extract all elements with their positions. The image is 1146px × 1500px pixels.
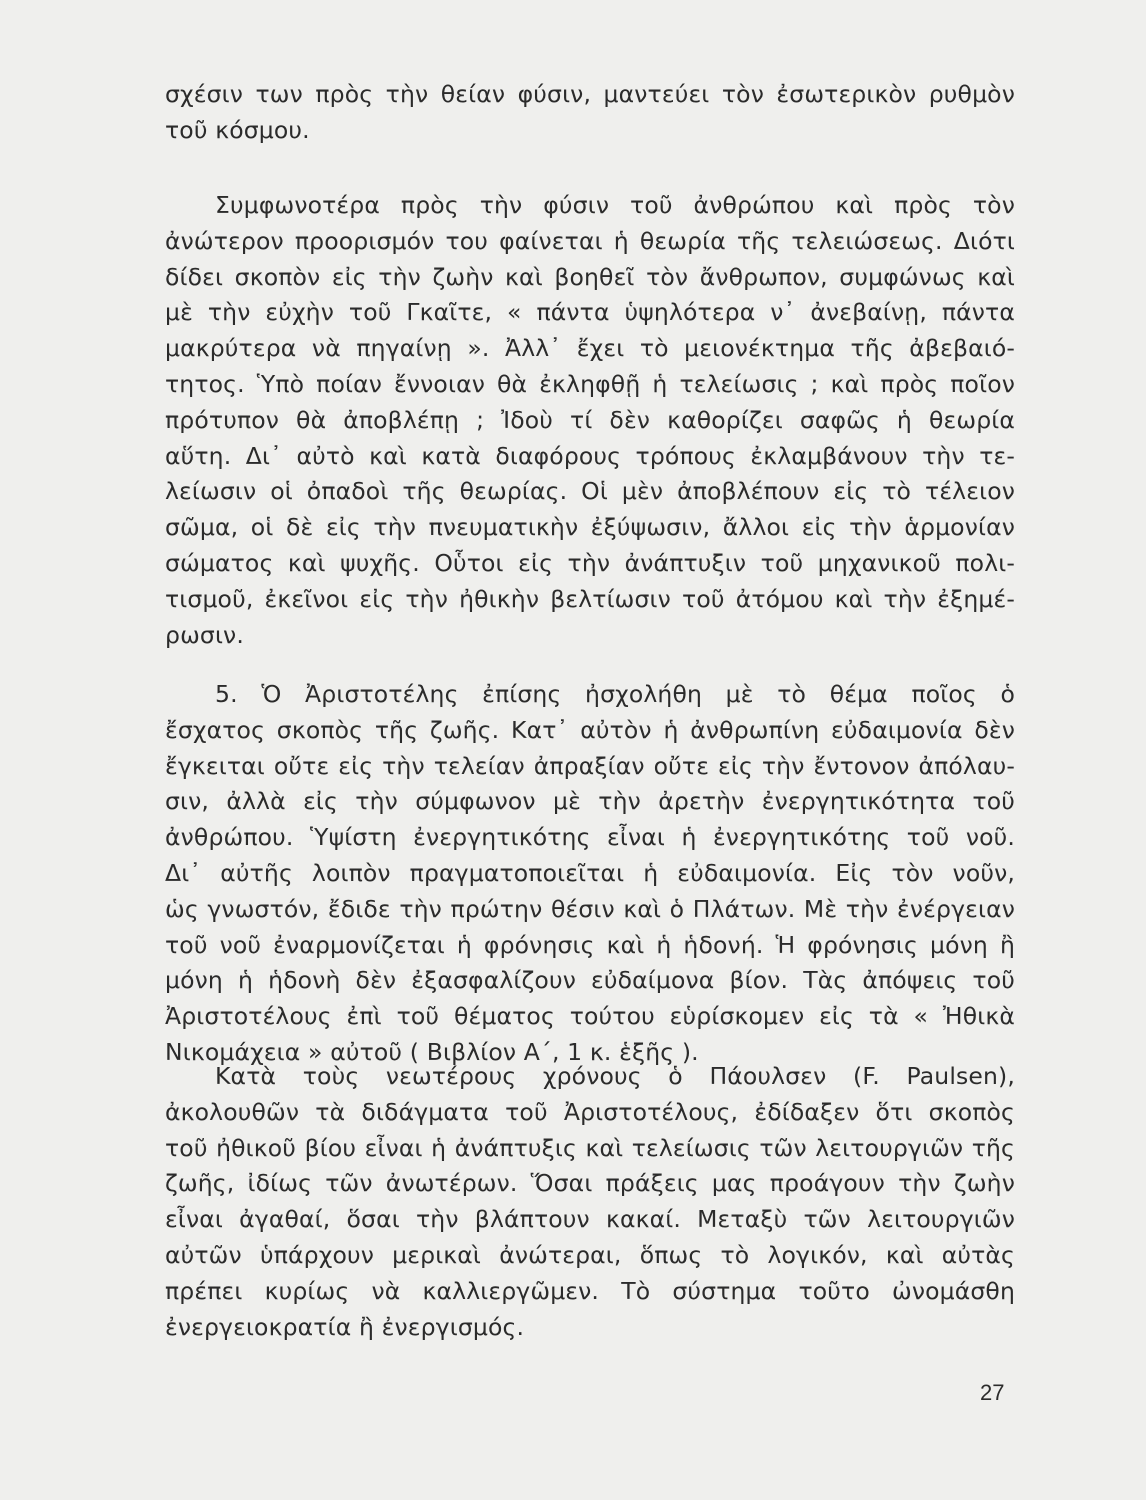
text-line: αὐτῶν ὑπάρχουν μερικαὶ ἀνώτεραι, ὅπως τὸ λογικόν, καὶ αὐτὰς bbox=[165, 1240, 1015, 1269]
text-line: σώματος καὶ ψυχῆς. Οὗτοι εἰς τὴν ἀνάπτυξιν τοῦ μηχανικοῦ πολι- bbox=[165, 548, 1015, 577]
page-number: 27 bbox=[980, 1380, 1005, 1405]
paragraph-2 bbox=[165, 188, 1015, 653]
text-line: μακρύτερα νὰ πηγαίνῃ ». Ἀλλ᾽ ἔχει τὸ μειονέκτημα τῆς ἀβεβαιό- bbox=[165, 334, 1015, 363]
text-line: Νικομάχεια » αὐτοῦ ( Βιβλίον Α΄, 1 κ. ἑξῆς ). bbox=[165, 1037, 699, 1066]
text-line: ἀκολουθῶν τὰ διδάγματα τοῦ Ἀριστοτέλους, ἐδίδαξεν ὅτι σκοπὸς bbox=[165, 1097, 1015, 1126]
text-line: ἀνθρώπου. Ὑψίστη ἐνεργητικότης εἶναι ἡ ἐνεργητικότης τοῦ νοῦ. bbox=[165, 823, 1015, 852]
text-line: λείωσιν οἱ ὀπαδοὶ τῆς θεωρίας. Οἱ μὲν ἀποβλέπουν εἰς τὸ τέλειον bbox=[165, 477, 1015, 506]
text-line: εἶναι ἀγαθαί, ὅσαι τὴν βλάπτουν κακαί. Μεταξὺ τῶν λειτουργιῶν bbox=[165, 1205, 1015, 1234]
text-line: ἔσχατος σκοπὸς τῆς ζωῆς. Κατ᾽ αὐτὸν ἡ ἀνθρωπίνη εὐδαιμονία δὲν bbox=[165, 715, 1015, 744]
text-line: ἔγκειται οὔτε εἰς τὴν τελείαν ἀπραξίαν οὔτε εἰς τὴν ἔντονον ἀπόλαυ- bbox=[165, 751, 1015, 780]
text-line: μὲ τὴν εὐχὴν τοῦ Γκαῖτε, « πάντα ὑψηλότερα ν᾽ ἀνεβαίνῃ, πάντα bbox=[165, 298, 1015, 327]
text-line: ρωσιν. bbox=[165, 620, 244, 649]
text-line: σιν, ἀλλὰ εἰς τὴν σύμφωνον μὲ τὴν ἀρετὴν ἐνεργητικότητα τοῦ bbox=[165, 787, 1015, 816]
text-line: Κατὰ τοὺς νεωτέρους χρόνους ὁ Πάουλσεν (F. Paulsen), bbox=[215, 1062, 1015, 1090]
text-line: τοῦ κόσμου. bbox=[165, 115, 310, 144]
text-line: ζωῆς, ἰδίως τῶν ἀνωτέρων. Ὅσαι πράξεις μας προάγουν τὴν ζωὴν bbox=[165, 1169, 1015, 1198]
text-line: Συμφωνοτέρα πρὸς τὴν φύσιν τοῦ ἀνθρώπου καὶ πρὸς τὸν bbox=[215, 191, 1015, 219]
paragraph-3 bbox=[165, 677, 1015, 1071]
text-line: Ἀριστοτέλους ἐπὶ τοῦ θέματος τούτου εὑρίσκομεν εἰς τὰ « Ἠθικὰ bbox=[165, 1002, 1015, 1031]
text-line: 5. Ὁ Ἀριστοτέλης ἐπίσης ἠσχολήθη μὲ τὸ θέμα ποῖος ὁ bbox=[215, 680, 1015, 708]
text-line: τοῦ νοῦ ἐναρμονίζεται ἡ φρόνησις καὶ ἡ ἡδονή. Ἡ φρόνησις μόνη ἢ bbox=[165, 930, 1015, 959]
text-line: πρέπει κυρίως νὰ καλλιεργῶμεν. Τὸ σύστημα τοῦτο ὠνομάσθη bbox=[165, 1276, 1015, 1305]
text-line: τητος. Ὑπὸ ποίαν ἔννοιαν θὰ ἐκληφθῇ ἡ τελείωσις ; καὶ πρὸς ποῖον bbox=[165, 369, 1015, 398]
text-line: Δι᾽ αὐτῆς λοιπὸν πραγματοποιεῖται ἡ εὐδαιμονία. Εἰς τὸν νοῦν, bbox=[165, 858, 1015, 887]
paragraph-1 bbox=[165, 77, 1015, 149]
text-line: ὡς γνωστόν, ἔδιδε τὴν πρώτην θέσιν καὶ ὁ Πλάτων. Μὲ τὴν ἐνέργειαν bbox=[165, 894, 1015, 923]
text-line: μόνη ἡ ἡδονὴ δὲν ἐξασφαλίζουν εὐδαίμονα βίον. Τὰς ἀπόψεις τοῦ bbox=[165, 966, 1015, 995]
text-line: δίδει σκοπὸν εἰς τὴν ζωὴν καὶ βοηθεῖ τὸν ἄνθρωπον, συμφώνως καὶ bbox=[165, 262, 1015, 291]
text-line: αὕτη. Δι᾽ αὐτὸ καὶ κατὰ διαφόρους τρόπους ἐκλαμβάνουν τὴν τε- bbox=[165, 441, 1015, 470]
text-line: τισμοῦ, ἐκεῖνοι εἰς τὴν ἠθικὴν βελτίωσιν τοῦ ἀτόμου καὶ τὴν ἐξημέ- bbox=[165, 584, 1015, 613]
paragraph-4 bbox=[165, 1059, 1015, 1345]
text-line: σχέσιν των πρὸς τὴν θείαν φύσιν, μαντεύει τὸν ἐσωτερικὸν ρυθμὸν bbox=[165, 80, 1015, 108]
text-line: πρότυπον θὰ ἀποβλέπῃ ; Ἰδοὺ τί δὲν καθορίζει σαφῶς ἡ θεωρία bbox=[165, 405, 1015, 434]
text-line: σῶμα, οἱ δὲ εἰς τὴν πνευματικὴν ἐξύψωσιν, ἄλλοι εἰς τὴν ἁρμονίαν bbox=[165, 513, 1015, 542]
text-line: τοῦ ἠθικοῦ βίου εἶναι ἡ ἀνάπτυξις καὶ τελείωσις τῶν λειτουργιῶν τῆς bbox=[165, 1133, 1015, 1162]
text-line: ἐνεργειοκρατία ἢ ἐνεργισμός. bbox=[165, 1312, 525, 1341]
text-line: ἀνώτερον προορισμόν του φαίνεται ἡ θεωρία τῆς τελειώσεως. Διότι bbox=[165, 226, 1015, 255]
